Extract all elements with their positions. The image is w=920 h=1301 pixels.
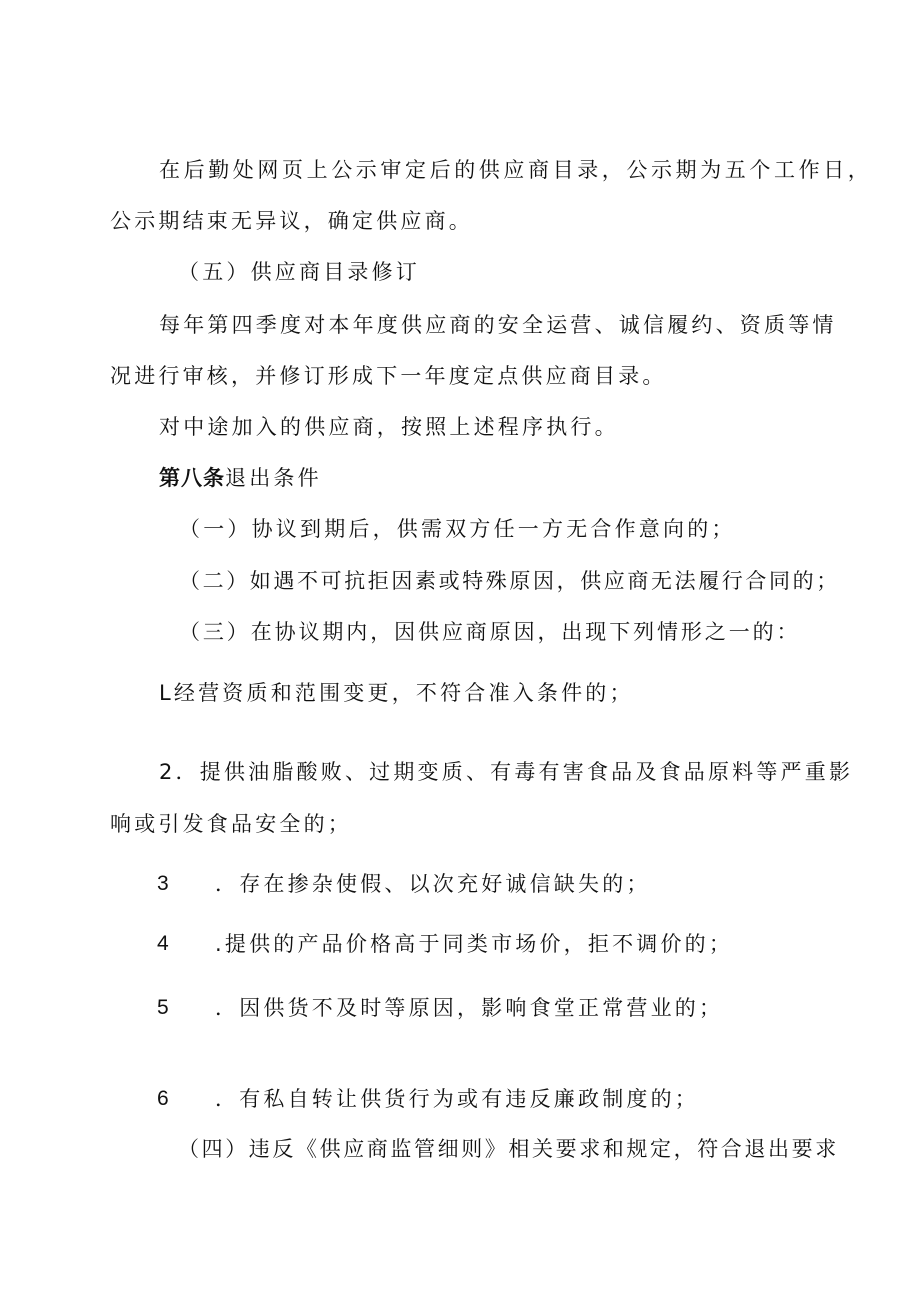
item-text: ．有私自转让供货行为或有违反廉政制度的； [215, 1087, 699, 1111]
item-number: 3 [157, 872, 169, 895]
item-number: 4 [157, 932, 169, 955]
item-number: 6 [157, 1087, 169, 1110]
article-heading-line [159, 464, 322, 492]
article-title: 退出条件 [225, 466, 322, 490]
paragraph-line: 况进行审核，并修订形成下一年度定点供应商目录。 [110, 364, 667, 388]
list-item: （二）如遇不可抗拒因素或特殊原因，供应商无法履行合同的； [179, 569, 840, 593]
paragraph-line: 在后勤处网页上公示审定后的供应商目录，公示期为五个工作日， [159, 158, 873, 182]
paragraph-line: 公示期结束无异议，确定供应商。 [110, 209, 473, 233]
paragraph-line: 响或引发食品安全的； [110, 812, 352, 836]
item-number: 5 [157, 996, 169, 1019]
list-item: （一）协议到期后，供需双方任一方无合作意向的； [179, 517, 736, 541]
list-item: （三）在协议期内，因供应商原因，出现下列情形之一的： [179, 620, 801, 644]
list-item: （四）违反《供应商监管细则》相关要求和规定，符合退出要求 [178, 1137, 839, 1161]
paragraph-line: 对中途加入的供应商，按照上述程序执行。 [159, 415, 619, 439]
list-item: L经营资质和范围变更，不符合准入条件的； [159, 681, 634, 705]
item-text: ．存在掺杂使假、以次充好诚信缺失的； [215, 872, 651, 896]
section-heading: （五）供应商目录修订 [178, 260, 420, 284]
item-text: ．因供货不及时等原因，影响食堂正常营业的； [215, 996, 724, 1020]
item-text: .提供的产品价格高于同类市场价，拒不调价的； [215, 932, 734, 956]
paragraph-line: 每年第四季度对本年度供应商的安全运营、诚信履约、资质等情 [159, 313, 837, 337]
list-item: 2．提供油脂酸败、过期变质、有毒有害食品及食品原料等严重影 [159, 760, 854, 784]
article-number: 第八条 [159, 466, 225, 490]
